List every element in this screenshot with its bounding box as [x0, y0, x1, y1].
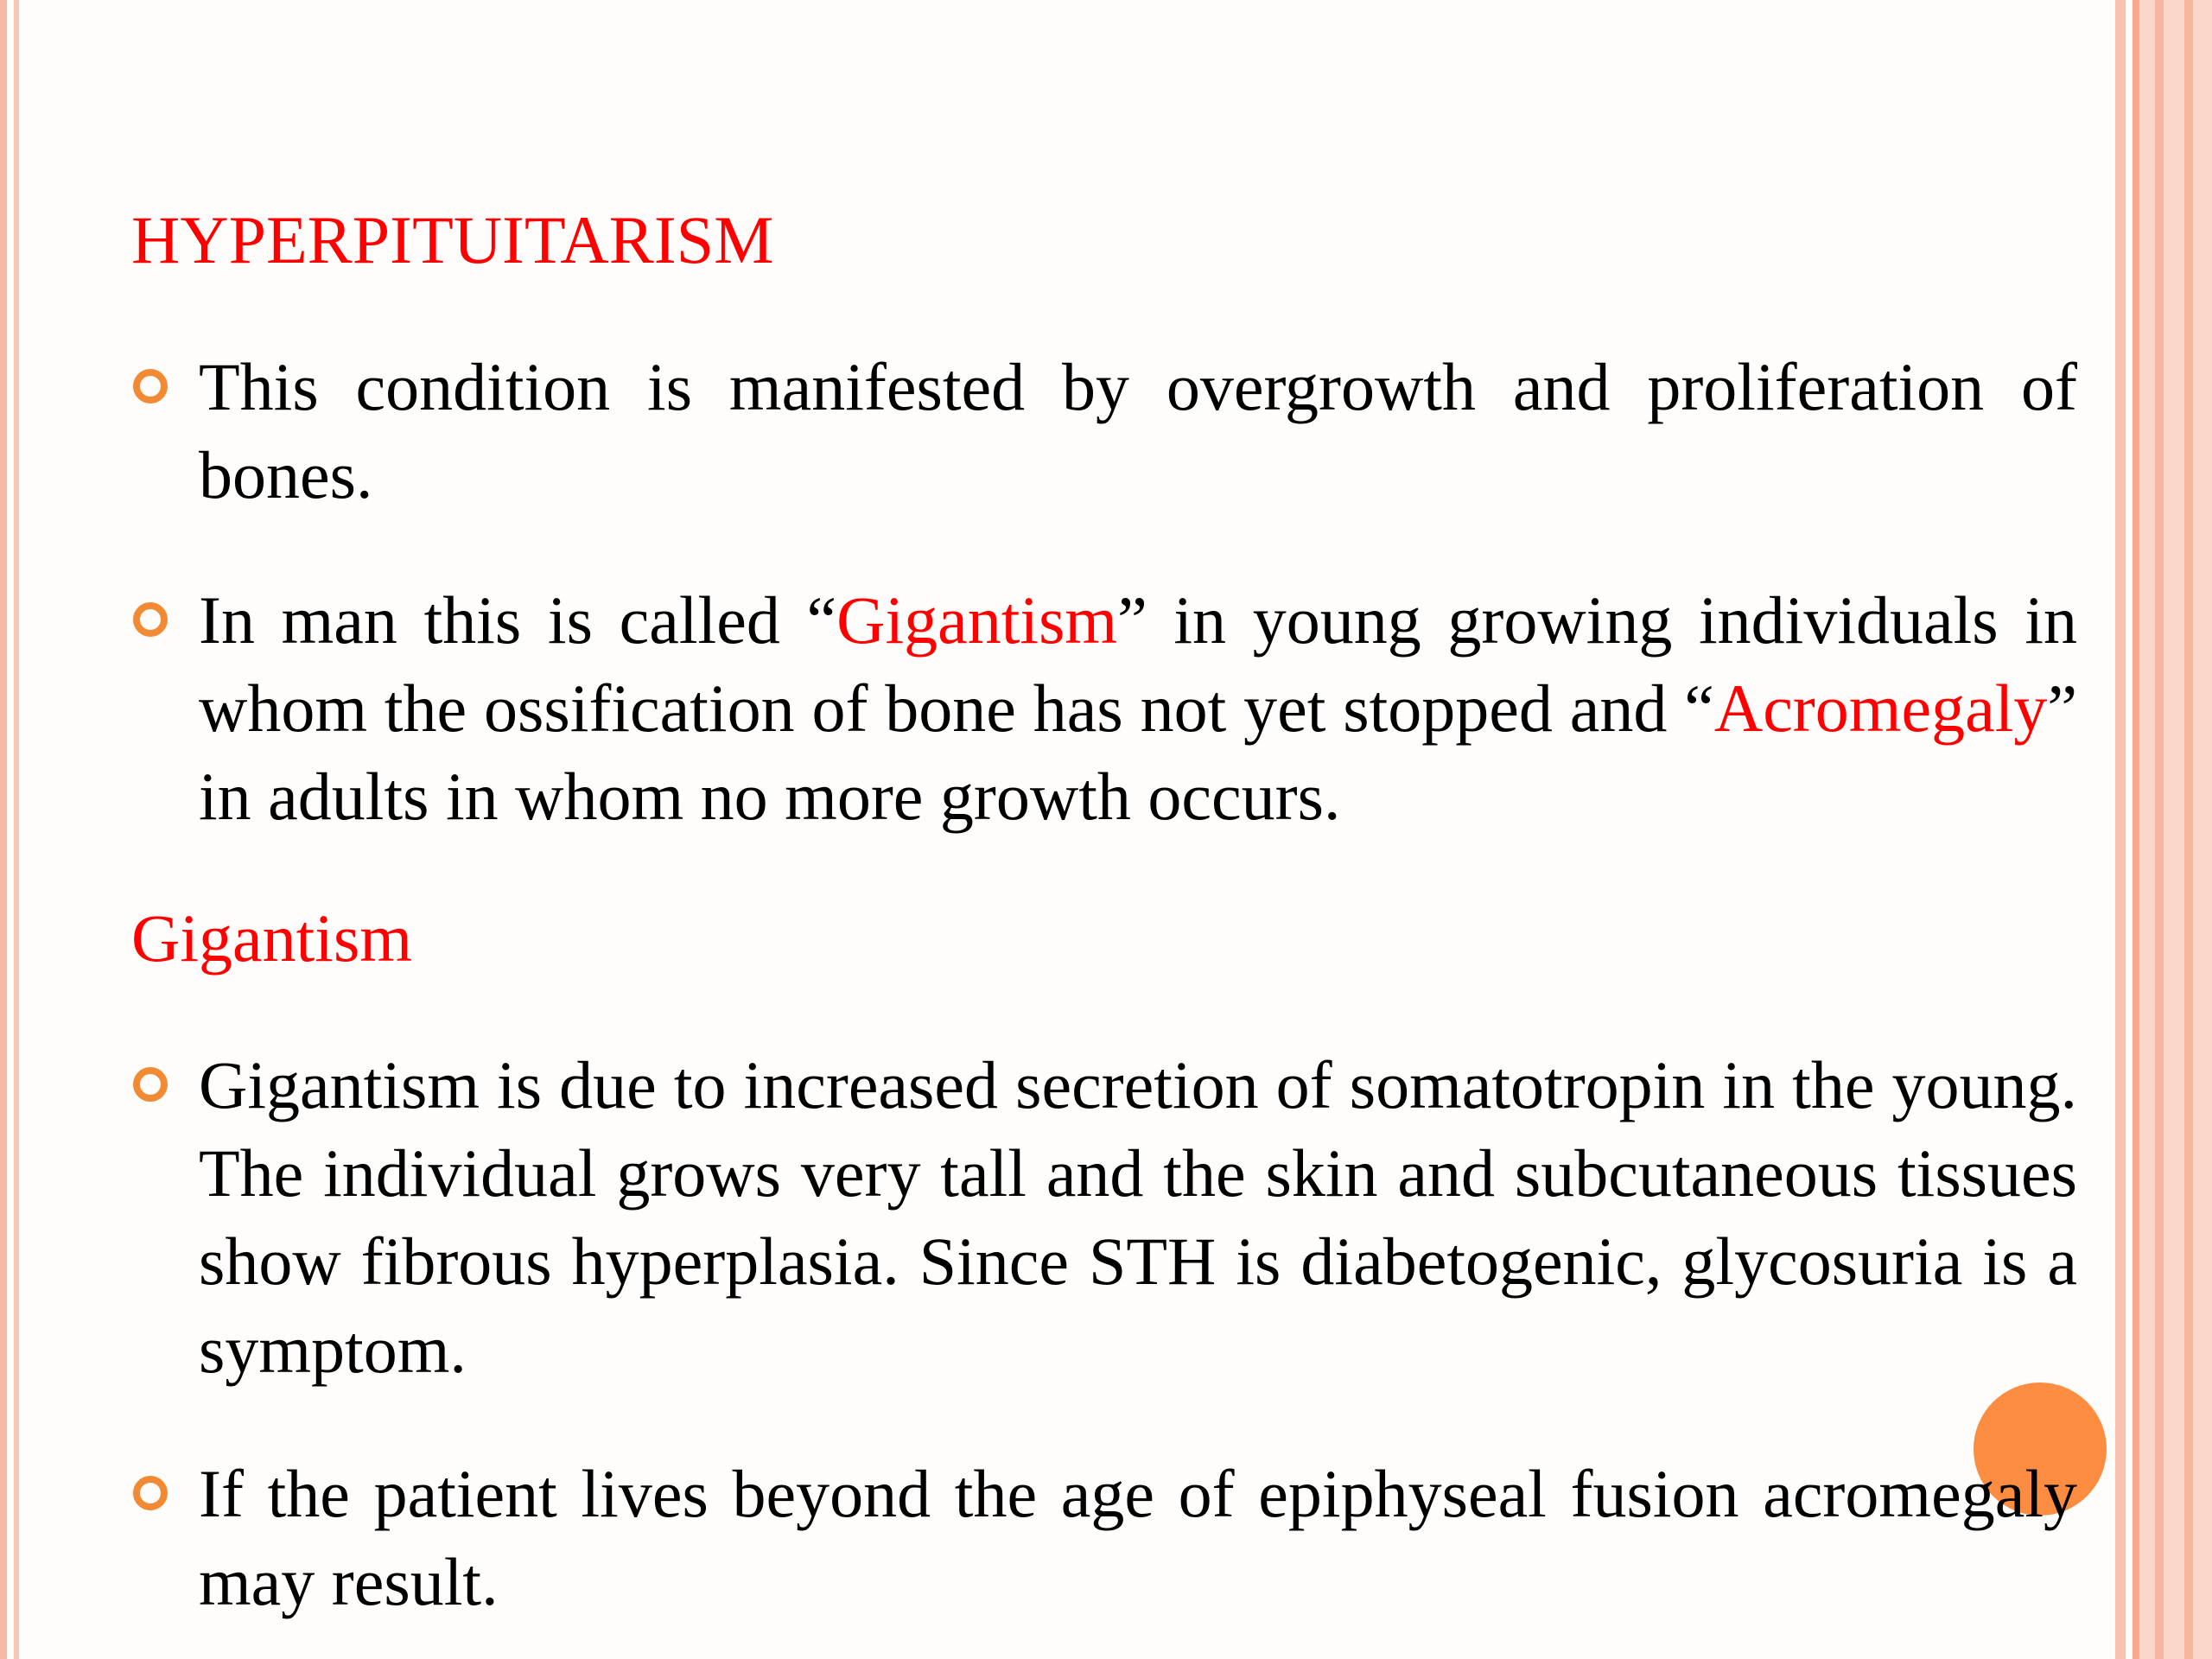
hollow-circle-bullet-icon [133, 369, 168, 404]
right-border-line-b [2133, 0, 2139, 1659]
bullet-text-part: ” in young growing individuals in whom the ossification of bone has not yet stopped and “ [199, 582, 2077, 746]
right-border-stripe-2 [2184, 0, 2193, 1659]
left-border-line [0, 0, 7, 1659]
highlight-term-acromegaly: Acromegaly [1713, 671, 2048, 746]
highlight-term-gigantism: Gigantism [836, 582, 1118, 658]
bullet-text-part: ” in adults in whom no more growth occurs. [199, 671, 2077, 834]
right-border-line-a [2115, 0, 2126, 1659]
hollow-circle-bullet-icon [133, 602, 168, 637]
hollow-circle-bullet-icon [133, 1476, 168, 1510]
bullet-text-part: In man this is called “ [199, 582, 837, 658]
bullet-text: This condition is manifested by overgrowth and proliferation of bones. [199, 349, 2077, 512]
bullet-text: If the patient lives beyond the age of epiphyseal fusion acromegaly may result. [199, 1456, 2077, 1619]
left-border-line-inner [14, 0, 19, 1659]
bullet-text: Gigantism is due to increased secretion of somatotropin in the young. The individual grows very tall and the skin and subcutaneous tissues show fibrous hyperplasia. Since STH is diabetogenic, glycosuria is a symptom. [199, 1047, 2077, 1387]
section-subheading: Gigantism [131, 900, 412, 976]
right-border-stripe-1 [2155, 0, 2164, 1659]
hollow-circle-bullet-icon [133, 1067, 168, 1102]
slide-title: HYPERPITUITARISM [131, 202, 774, 277]
right-border-band [2139, 0, 2212, 1659]
bullet-text [199, 576, 2077, 841]
